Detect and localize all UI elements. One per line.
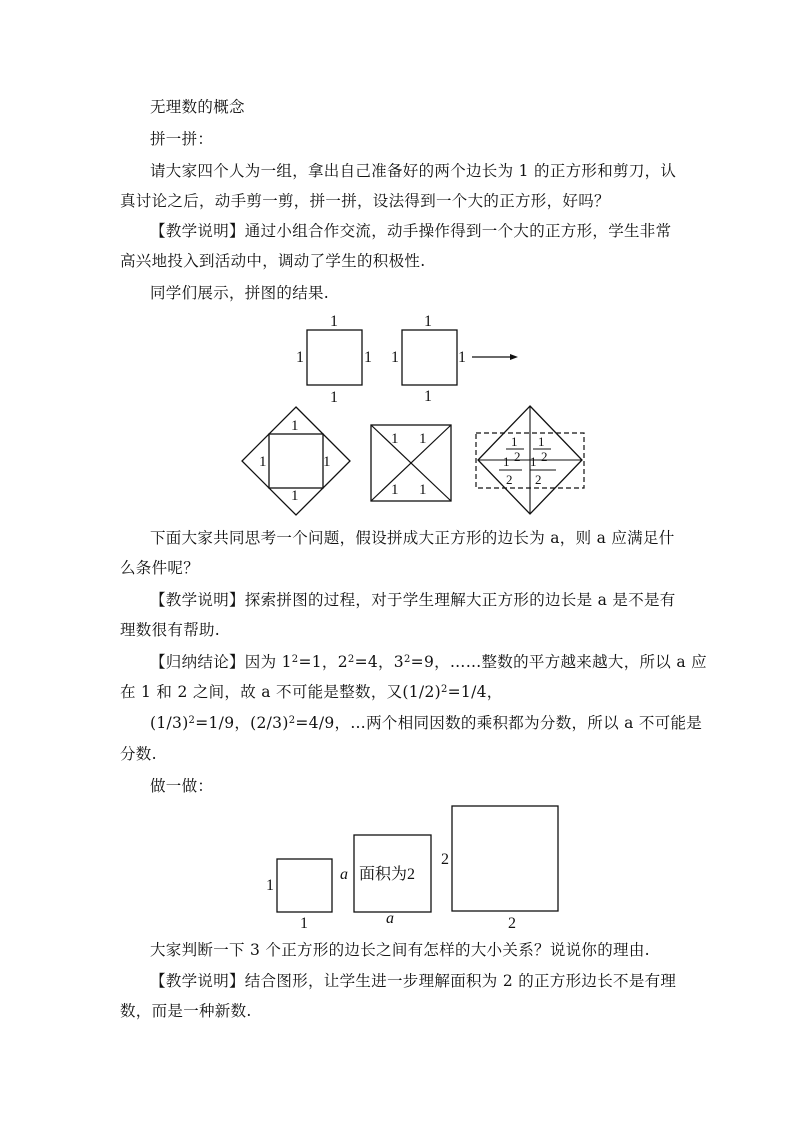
label-left-top: 1	[330, 313, 338, 330]
label-left-left: 1	[296, 349, 304, 366]
frac-label-1: 1	[511, 434, 518, 449]
frac-label-5: 1	[530, 454, 537, 469]
diamond-label-top: 1	[291, 418, 299, 434]
small-bottom-label: 1	[300, 915, 308, 932]
frac-label-2: 1	[538, 434, 545, 449]
diag-label-tr: 1	[419, 431, 427, 447]
paragraph-4: 下面大家共同思考一个问题，假设拼成大正方形的边长为 a，则 a 应满足什么条件呢？	[120, 529, 675, 577]
big-left-label: 2	[441, 851, 449, 868]
section-title: 无理数的概念	[150, 98, 245, 116]
paragraph-1: 请大家四个人为一组，拿出自己准备好的两个边长为 1 的正方形和剪刀，认真讨论之后，动手剪一剪，拼一拼，设法得到一个大的正方形，好吗？	[120, 162, 677, 210]
paragraph-3: 同学们展示，拼图的结果.	[150, 284, 330, 302]
big-bottom-label: 2	[508, 915, 516, 932]
frac-label-7: 2	[506, 472, 513, 487]
paragraph-teaching-note-1: 【教学说明】通过小组合作交流，动手操作得到一个大的正方形，学生非常高兴地投入到活动中，调动了学生的积极性.	[120, 222, 672, 270]
frac-label-6: 2	[541, 449, 548, 464]
frac-label-3: 1	[503, 454, 510, 469]
mid-inner-label: 面积为2	[359, 866, 416, 883]
pin-label: 拼一拼：	[150, 130, 214, 148]
diag-label-tl: 1	[391, 431, 399, 447]
label-left-bottom: 1	[330, 389, 338, 406]
paragraph-7: 大家判断一下 3 个正方形的边长之间有怎样的大小关系？说说你的理由.	[150, 941, 650, 959]
frac-label-8: 2	[535, 472, 542, 487]
zuo-label: 做一做：	[150, 777, 214, 795]
paragraph-teaching-note-3: 【教学说明】结合图形，让学生进一步理解面积为 2 的正方形边长不是有理数，而是一种新数.	[120, 972, 677, 1020]
diamond-label-bottom: 1	[291, 488, 299, 504]
label-left-right: 1	[364, 349, 372, 366]
conclusion-line-1: 【归纳结论】因为 $1^2=1$，$2^2=4$，$3^2=9$，……整数的平方越来越大，所以 a 应	[150, 653, 707, 671]
small-left-label: 1	[266, 877, 274, 894]
label-right-top: 1	[424, 313, 432, 330]
diag-label-bl: 1	[391, 482, 399, 498]
frac-label-4: 2	[514, 449, 521, 464]
conclusion-line-2: 在 1 和 2 之间，故 a 不可能是整数，又$(1/2)^2=1/4$，	[120, 683, 503, 701]
mid-left-label: a	[340, 866, 348, 883]
conclusion-line-3: $(1/3)^2=1/9$，$(2/3)^2=4/9$，…两个相同因数的乘积都为分数，所以 a 不可能是	[150, 714, 703, 732]
diamond-label-right: 1	[323, 454, 331, 470]
label-right-bottom: 1	[424, 388, 432, 405]
conclusion-line-4: 分数.	[120, 745, 157, 763]
label-right-right: 1	[458, 349, 466, 366]
small-square	[277, 859, 332, 912]
big-square	[452, 806, 558, 911]
label-right-left: 1	[391, 349, 399, 366]
diamond-label-left: 1	[259, 454, 267, 470]
mid-bottom-label: a	[386, 910, 394, 927]
paragraph-teaching-note-2: 【教学说明】探索拼图的过程，对于学生理解大正方形的边长是 a 是不是有理数很有帮助.	[120, 591, 676, 639]
diag-label-br: 1	[419, 482, 427, 498]
